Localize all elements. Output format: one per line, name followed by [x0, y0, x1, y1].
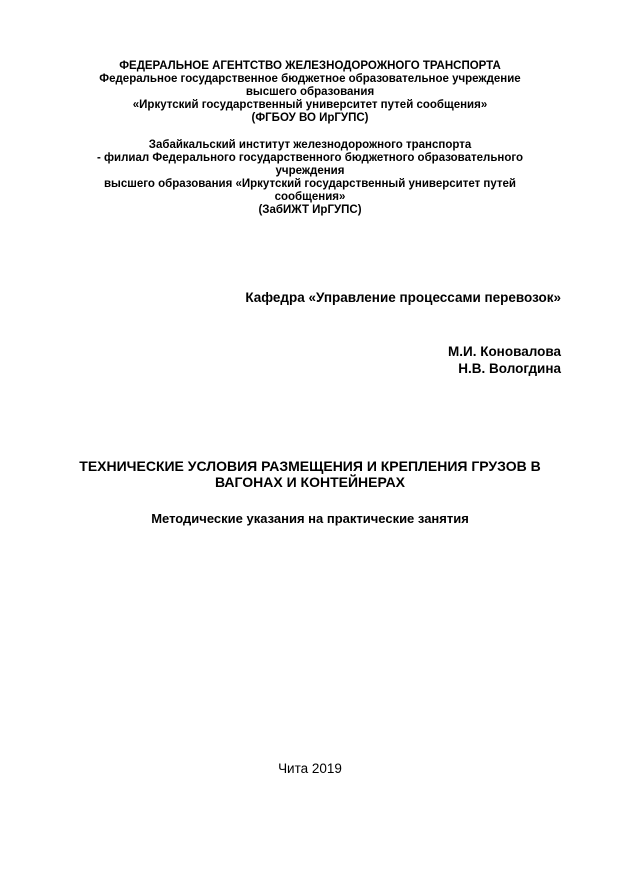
org-line: (ФГБОУ ВО ИрГУПС) [251, 112, 369, 124]
institute-line: Забайкальский институт железнодорожного транспорта [148, 139, 472, 151]
org-line: Федеральное государственное бюджетное образовательное учреждение [99, 73, 521, 85]
document-subtitle: Методические указания на практические занятия [151, 511, 469, 526]
author-name: Н.В. Вологдина [458, 361, 561, 376]
city-year: Чита 2019 [278, 761, 342, 776]
document-title [50, 458, 570, 490]
institute-line: сообщения» [274, 191, 346, 203]
title-line: ТЕХНИЧЕСКИЕ УСЛОВИЯ РАЗМЕЩЕНИЯ И КРЕПЛЕНИЯ ГРУЗОВ В [79, 458, 541, 474]
institute-line: - филиал Федерального государственного бюджетного образовательного [96, 152, 524, 164]
author-name: М.И. Коновалова [448, 344, 561, 359]
institute-line: высшего образования «Иркутский государственный университет путей [103, 178, 516, 190]
institute-header [60, 139, 560, 217]
org-line: высшего образования [245, 86, 375, 98]
org-line: ФЕДЕРАЛЬНОЕ АГЕНТСТВО ЖЕЛЕЗНОДОРОЖНОГО ТРАНСПОРТА [119, 60, 501, 72]
authors-block [448, 343, 561, 377]
organization-header [60, 60, 560, 125]
org-line: «Иркутский государственный университет путей сообщения» [132, 99, 488, 111]
institute-line: учреждения [275, 165, 345, 177]
department-name: Кафедра «Управление процессами перевозок» [245, 290, 561, 305]
institute-line: (ЗабИЖТ ИрГУПС) [258, 204, 362, 216]
title-line: ВАГОНАХ И КОНТЕЙНЕРАХ [214, 474, 406, 490]
